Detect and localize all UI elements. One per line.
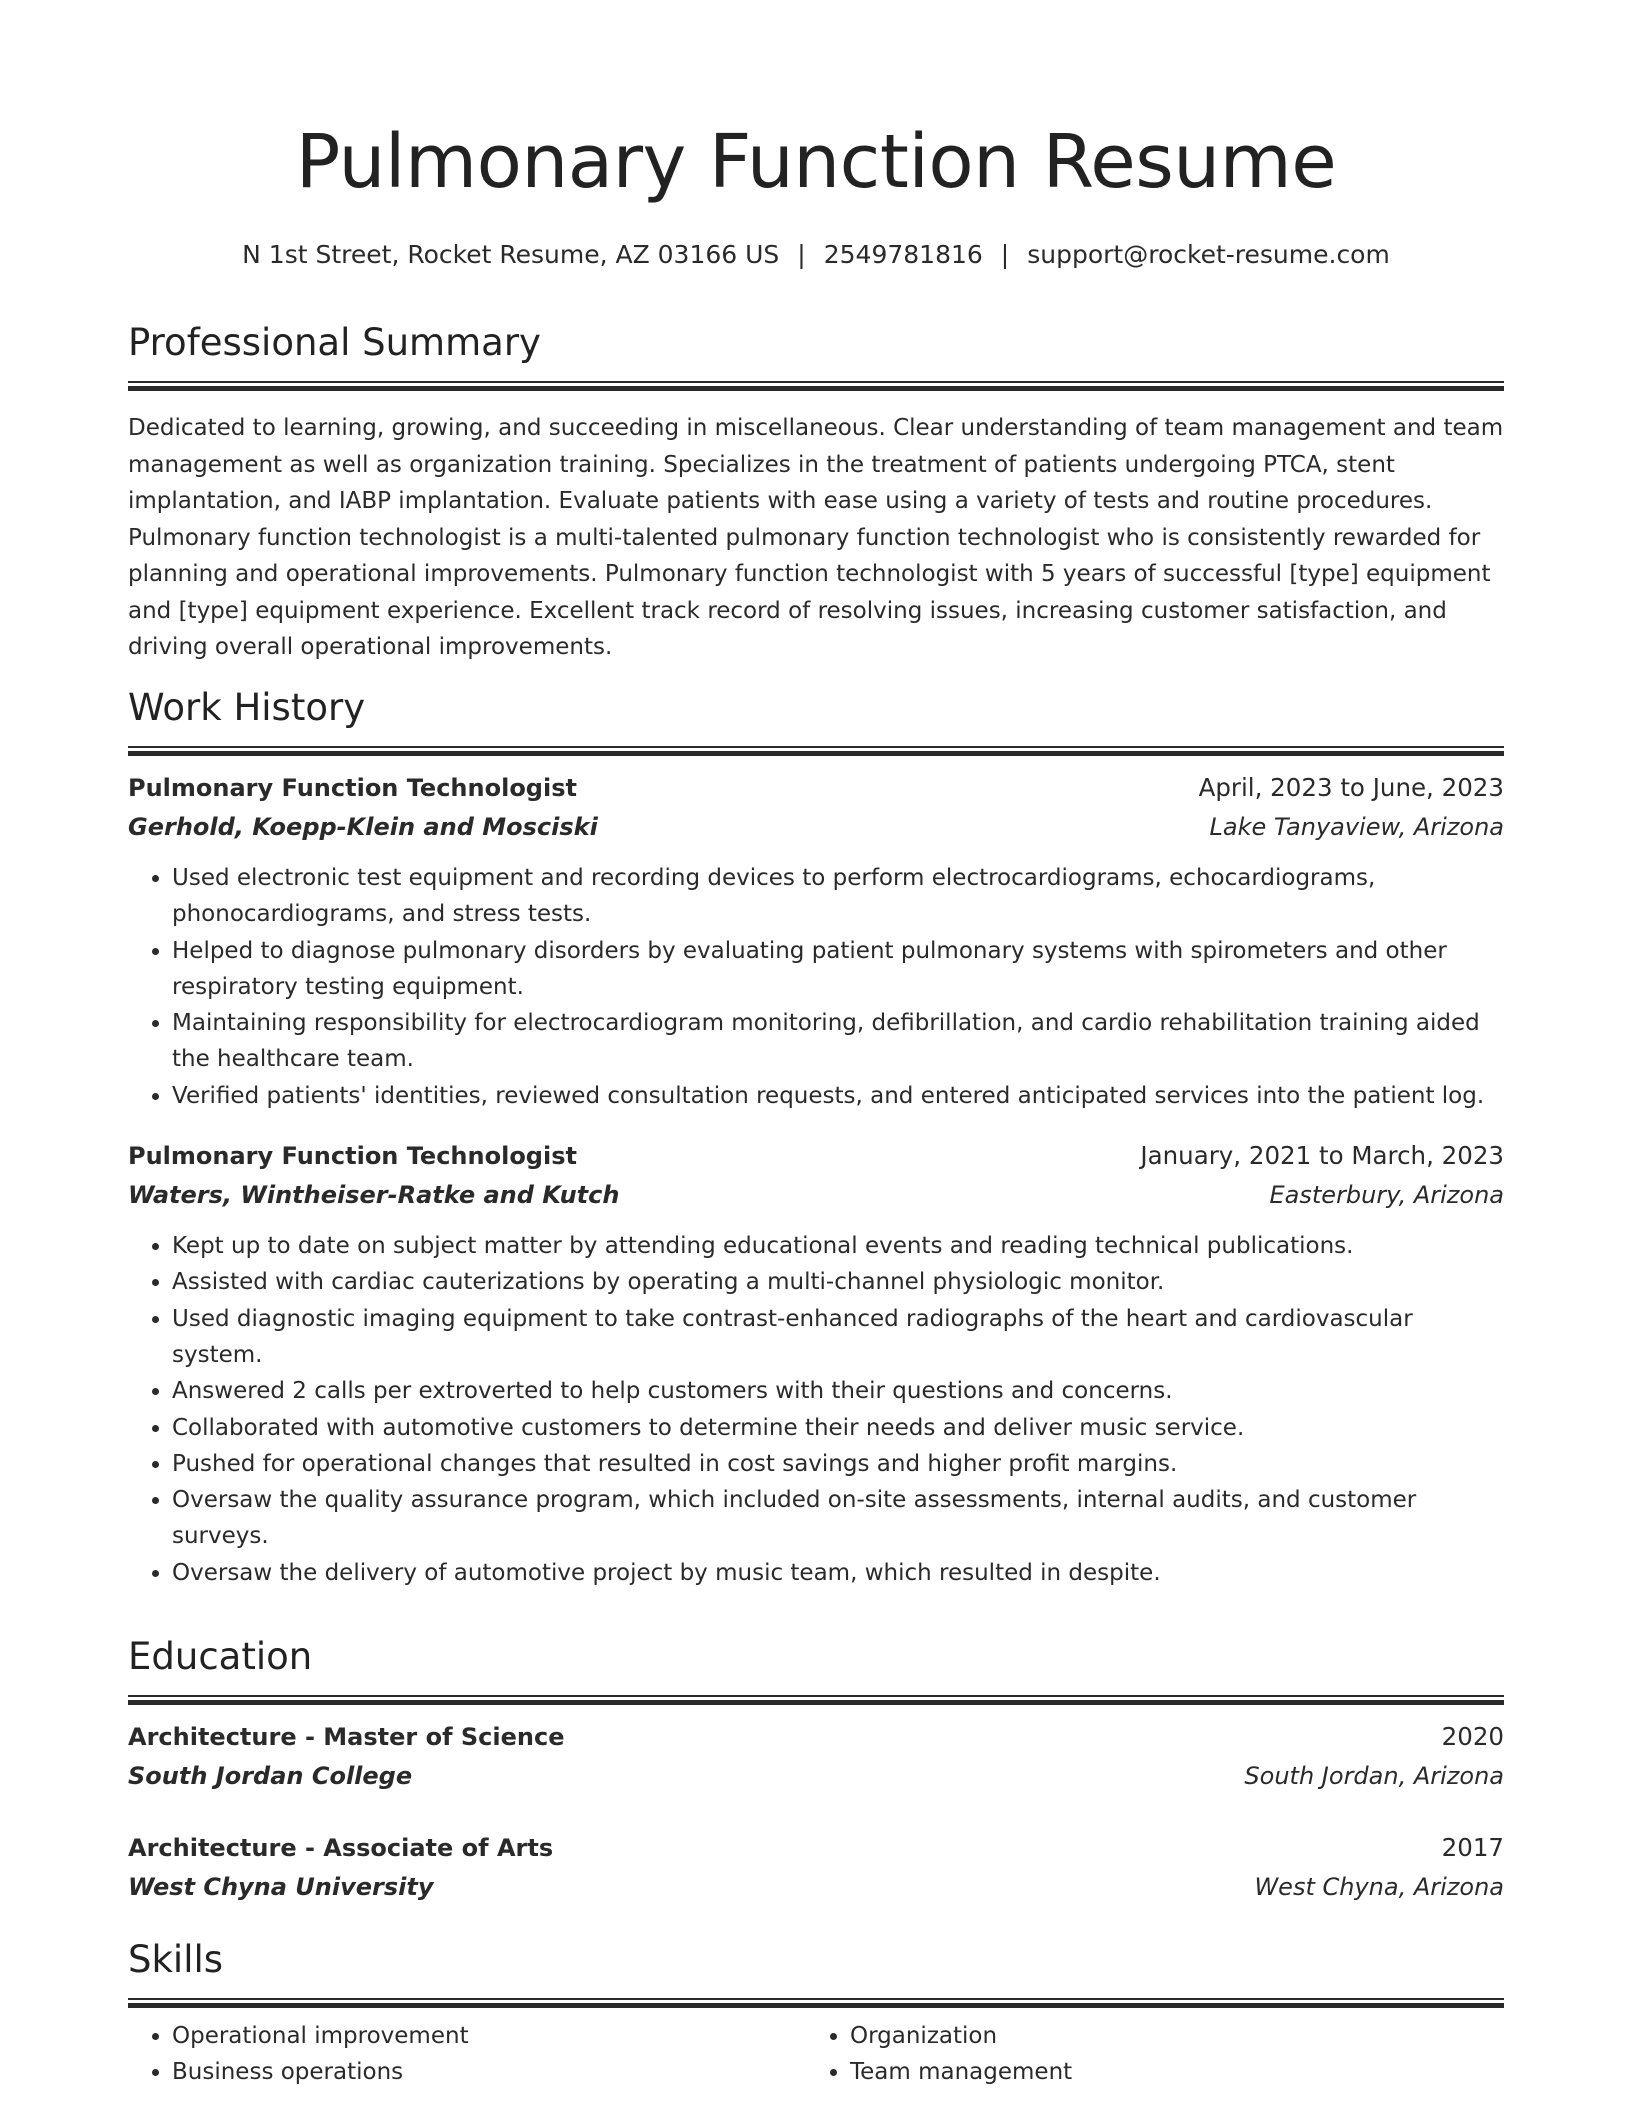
degree: Architecture - Master of Science [128, 1723, 565, 1751]
job-dates: January, 2021 to March, 2023 [1140, 1141, 1504, 1171]
job-bullets [128, 860, 1504, 1114]
job-location: Lake Tanyaview, Arizona [1209, 813, 1504, 841]
skills-column-right [806, 2018, 1484, 2090]
list-item: • Used diagnostic imaging equipment to take contrast-enhanced radiographs of the heart and cardiovascular system. [172, 1301, 1504, 1374]
school-name: West Chyna University [128, 1873, 434, 1901]
skills-grid [128, 2018, 1504, 2090]
list-item: • Helped to diagnose pulmonary disorders by evaluating patient pulmonary systems with spirometers and other respiratory testing equipment. [172, 933, 1504, 1006]
school-row [128, 1757, 1504, 1796]
resume-title: Pulmonary Function Resume [295, 119, 1337, 205]
section-divider [128, 381, 1504, 383]
job-location: Easterbury, Arizona [1269, 1181, 1504, 1210]
graduation-year: 2017 [1441, 1833, 1504, 1862]
phone: 2549781816 [823, 240, 983, 269]
work-history-section [128, 684, 1504, 1591]
list-item: • Pushed for operational changes that resulted in cost savings and higher profit margins. [172, 1446, 1504, 1482]
job-header-row [128, 768, 1504, 808]
job-header-row [128, 1136, 1504, 1176]
job-employer-row [128, 808, 1504, 847]
education-entry [128, 1828, 1504, 1907]
list-item: • Collaborated with automotive customers to determine their needs and deliver music service. [172, 1410, 1504, 1446]
job-title: Pulmonary Function Technologist [128, 1142, 577, 1171]
education-section [128, 1633, 1504, 1907]
section-title-education: Education [128, 1635, 313, 1678]
list-item: • Kept up to date on subject matter by attending educational events and reading technical publications. [172, 1228, 1504, 1264]
employer-name: Waters, Wintheiser-Ratke and Kutch [128, 1181, 620, 1210]
section-title-summary: Professional Summary [128, 321, 541, 364]
degree-row [128, 1717, 1504, 1757]
job-title: Pulmonary Function Technologist [128, 774, 577, 802]
section-divider-thick [128, 1700, 1504, 1705]
job-entry [128, 768, 1504, 1114]
skills-column-left [128, 2018, 806, 2090]
skill-item: • Business operations [172, 2054, 806, 2090]
section-divider-thick [128, 386, 1504, 391]
job-bullets [128, 1228, 1504, 1591]
job-employer-row [128, 1176, 1504, 1215]
section-divider [128, 746, 1504, 748]
school-location: South Jordan, Arizona [1244, 1762, 1504, 1790]
section-divider-thick [128, 751, 1504, 756]
section-divider-thick [128, 2003, 1504, 2008]
contact-line [128, 238, 1504, 272]
section-title-work-history: Work History [128, 686, 366, 729]
school-name: South Jordan College [128, 1762, 413, 1790]
list-item: • Verified patients' identities, reviewed consultation requests, and entered anticipated services into the patient log. [172, 1078, 1504, 1114]
skill-item: • Team management [850, 2054, 1484, 2090]
list-item: • Maintaining responsibility for electrocardiogram monitoring, defibrillation, and cardio rehabilitation training aided the healthcare team. [172, 1005, 1504, 1078]
separator: | [797, 240, 806, 269]
job-entry [128, 1136, 1504, 1591]
list-item: • Assisted with cardiac cauterizations by operating a multi-channel physiologic monitor. [172, 1264, 1504, 1300]
email: support@rocket-resume.com [1027, 240, 1390, 269]
skill-item: • Organization [850, 2018, 1484, 2054]
school-location: West Chyna, Arizona [1254, 1873, 1504, 1901]
graduation-year: 2020 [1441, 1722, 1504, 1751]
job-dates: April, 2023 to June, 2023 [1198, 773, 1504, 802]
separator: | [1000, 240, 1010, 269]
skills-section [128, 1936, 1504, 2090]
section-title-skills: Skills [128, 1938, 224, 1981]
employer-name: Gerhold, Koepp-Klein and Mosciski [128, 813, 598, 841]
summary-section [128, 319, 1504, 666]
degree: Architecture - Associate of Arts [128, 1834, 554, 1862]
summary-text: Dedicated to learning, growing, and succeeding in miscellaneous. Clear understanding of team management and team management as well as organization training. Specializes in the treatment of patients undergoing PTCA, stent implantation, and IABP implantation. Evaluate patients with ease using a variety of tests and routine procedures. Pulmonary function technologist is a multi-talented pulmonary function technologist who is consistently rewarded for planning and operational improvements. Pulmonary function technologist with 5 years of successful [type] equipment and [type] equipment experience. Excellent track record of resolving issues, increasing customer satisfaction, and driving overall operational improvements. [128, 415, 1504, 660]
list-item: • Answered 2 calls per extroverted to help customers with their questions and concerns. [172, 1373, 1504, 1409]
section-divider [128, 1695, 1504, 1697]
address: N 1st Street, Rocket Resume, AZ 03166 US [242, 240, 780, 269]
degree-row [128, 1828, 1504, 1868]
school-row [128, 1868, 1504, 1907]
list-item: • Oversaw the quality assurance program, which included on-site assessments, internal audits, and customer surveys. [172, 1482, 1504, 1555]
section-divider [128, 1998, 1504, 2000]
education-entry [128, 1717, 1504, 1796]
skill-item: • Operational improvement [172, 2018, 806, 2054]
list-item: • Oversaw the delivery of automotive project by music team, which resulted in despite. [172, 1555, 1504, 1591]
list-item: • Used electronic test equipment and recording devices to perform electrocardiograms, echocardiograms, phonocardiograms, and stress tests. [172, 860, 1504, 933]
